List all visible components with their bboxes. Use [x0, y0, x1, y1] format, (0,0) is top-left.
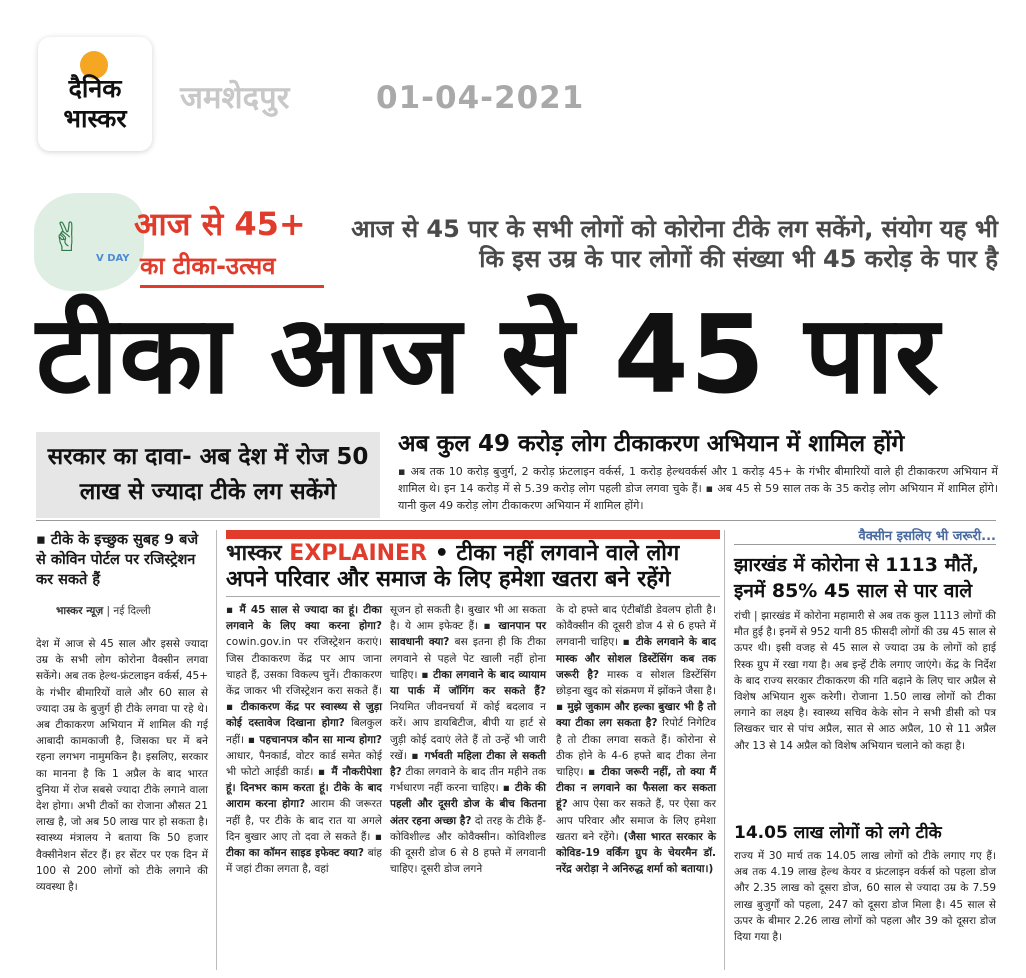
right-story-body: रांची | झारखंड में कोरोना महामारी से अब तक कुल 1113 लोगों की मौत हुई है। इनमें से 952 यानी 85 फीसदी लोगों की उम्र 45 साल से ऊपर थी। इसी वजह से 45 साल से ज्यादा उम्र के लोगों को हाई रिस्क ग्रुप में रखा गया है। अब इन्हें टीके लगाए जाएंगे। केंद्र के निर्देश के बाद राज्य सरकार टीकाकरण की गति बढ़ाने के लिए चार अप्रैल से विशेष अभियान शुरू करेगी। रोजाना 1.50 लाख लोगों को टीका लगाने का लक्ष्य है। स्वास्थ्य सचिव केके सोन ने सभी डीसी को पत्र लिखकर चार से पांच अप्रैल, सात से आठ अप्रैल, 10 से 11 अप्रैल और 13 से 14 अप्रैल को विशेष अभियान चलाने को कहा है।: [734, 610, 997, 752]
claim-box: [36, 432, 380, 518]
explainer-answer: बांह में जहां टीका लगता है, वहां: [226, 847, 382, 876]
explainer-column-3: [556, 602, 716, 877]
explainer-title-line1: [226, 540, 736, 568]
explainer-question: ▪ गर्भवती महिला टीका ले सकती है?: [390, 749, 547, 779]
column-divider: [216, 530, 217, 970]
explainer-brand: भास्कर: [226, 541, 282, 566]
explainer-answer: टीका लगवाने के बाद तीन महीने तक गर्भधारण नहीं करना चाहिए।: [390, 766, 546, 795]
explainer-column-1: [226, 602, 382, 877]
explainer-answer: मास्क व सोशल डिस्टेंसिंग छोड़ना खुद को संक्रमण में झोंकने जैसा है।: [556, 668, 716, 698]
explainer-question: ▪ मुझे जुकाम और हल्का बुखार भी है तो क्या टीका लग सकता है?: [556, 701, 716, 730]
logo-text-line2: भास्कर: [63, 104, 127, 133]
main-headline: टीका आज से 45 पार: [36, 293, 941, 418]
explainer-question: ▪ टीकाकरण केंद्र पर स्वास्थ्य से जुड़ा कोई दस्तावेज दिखाना होगा?: [226, 701, 382, 730]
explainer-answer: के दो हफ्ते बाद एंटीबॉडी डेवलप होती है। कोवैक्सीन की दूसरी डोज 4 से 6 हफ्ते में लगवानी चाहिए।: [556, 604, 716, 649]
section-label: वैक्सीन इसलिए भी जरूरी...: [858, 529, 996, 544]
right-story-headline: झारखंड में कोरोना से 1113 मौतें, इनमें 85% 45 साल से पार वाले: [734, 554, 979, 602]
explainer-answer: बिलकुल नहीं।: [226, 717, 382, 746]
explainer-title-text: • टीका नहीं लगवाने वाले लोग: [434, 541, 680, 566]
tika-utsav-badge: [34, 193, 326, 291]
explainer-question: ▪ मैं नौकरीपेशा हूं। दिनभर काम करता हूं। टीके के बाद आराम करना होगा?: [226, 766, 383, 811]
explainer-answer: सूजन हो सकती है। बुखार भी आ सकता है। ये आम इफेक्ट हैं।: [390, 604, 546, 633]
edition-city: जमशेदपुर: [180, 80, 290, 116]
promo-underline: [140, 285, 324, 288]
top-deck: आज से 45 पार के सभी लोगों को कोरोना टीके लग सकेंगे, संयोग यह भी कि इस उम्र के पार लोगों की संख्या भी 45 करोड़ के पार है: [351, 215, 998, 273]
vday-label: V DAY: [96, 253, 130, 264]
logo-text-line1: दैनिक: [68, 74, 122, 103]
byline: भास्कर न्यूज़ | नई दिल्ली: [56, 605, 151, 617]
explainer-answer: बस इतना ही कि टीका लगवाने से पहले पेट खाली नहीं होना चाहिए।: [390, 636, 546, 681]
divider: [226, 596, 720, 597]
explainer-column-2: [390, 602, 546, 877]
promo-line1: आज से 45+: [134, 205, 306, 243]
promo-line2: का टीका-उत्सव: [140, 252, 276, 280]
column-divider: [724, 530, 725, 970]
right-story-subhead: 14.05 लाख लोगों को लगे टीके: [734, 823, 942, 843]
byline-source: भास्कर न्यूज़: [56, 605, 104, 617]
sub-headline: अब कुल 49 करोड़ लोग टीकाकरण अभियान में शामिल होंगे: [398, 431, 905, 457]
explainer-question: (जैसा भारत सरकार के कोविड-19 वर्किंग ग्रुप के चेयरमैन डॉ. नरेंद्र अरोड़ा ने अनिरुद्ध शर्मा को बताया।): [556, 830, 716, 876]
edition-date: 01-04-2021: [376, 80, 585, 116]
explainer-bar: [226, 530, 720, 539]
explainer-question: ▪ टीका लगवाने के बाद व्यायाम या पार्क में जॉगिंग कर सकते हैं?: [390, 668, 546, 698]
divider: [734, 544, 996, 545]
explainer-question: ▪ टीके लगवाने के बाद मास्क और सोशल डिस्टेंसिंग कब तक जरूरी है?: [556, 636, 716, 681]
explainer-question: ▪ टीके की पहली और दूसरी डोज के बीच कितना अंतर रहना अच्छा है?: [390, 782, 546, 827]
left-story-body: देश में आज से 45 साल और इससे ज्यादा उम्र के सभी लोग कोरोना वैक्सीन लगवा सकेंगे। अब तक हेल्थ-फ्रंटलाइन वर्कर्स, 45+ के गंभीर बीमारियों वाले और 60 साल से ज्यादा उम्र के बुजुर्ग ही टीके लगवा पा रहे थे। अब टीकाकरण अभियान में शामिल की गई आबादी कामकाजी है, जिसका घर में बने रहना लगभग नामुमकिन है। इसलिए, सरकार का मानना है कि 1 अप्रैल के बाद भारत दुनिया में रोज सबसे ज्यादा टीके लगाने वाला देश होगा। अभी टीकों का रोजाना औसत 21 लाख है, जो अब 50 लाख पार हो सकता है। स्वास्थ्य मंत्रालय ने बताया कि 50 हजार वैक्सीनेशन सेंटर हैं। हर सेंटर पर एक दिन में 100 से 200 लोगों को टीके लगाने की व्यवस्था है।: [36, 638, 208, 894]
explainer-question: ▪ मैं 45 साल से ज्यादा का हूं। टीका लगवाने के लिए क्या करना होगा?: [226, 604, 382, 633]
explainer-answer: आधार, पैनकार्ड, वोटर कार्ड समेत कोई भी फोटो आईडी कार्ड।: [226, 749, 382, 779]
app-logo[interactable]: [38, 37, 152, 151]
left-story-headline: ▪ टीके के इच्छुक सुबह 9 बजे से कोविन पोर्टल पर रजिस्ट्रेशन कर सकते हैं: [36, 532, 199, 588]
vaccine-syringe-icon: ✌: [50, 215, 84, 261]
divider: [36, 520, 996, 521]
explainer-question: ▪ पहचानपत्र कौन सा मान्य होगा?: [247, 733, 383, 746]
sub-body: ▪ अब तक 10 करोड़ बुजुर्ग, 2 करोड़ फ्रंटलाइन वर्कर्स, 1 करोड़ हेल्थवर्कर्स और 1 करोड़ 45+ के गंभीर बीमारियों वाले ही टीकाकरण अभियान में शामिल थे। इन 14 करोड़ में से 5.39 करोड़ लोग पहली डोज लगवा चुके हैं। ▪ अब 45 से 59 साल तक के 35 करोड़ लोग अभियान में शामिल होंगे। यानी कुल 49 करोड़ लोग टीकाकरण अभियान में शामिल होंगे।: [398, 465, 998, 512]
explainer-question: ▪ टीका जरूरी नहीं, तो क्या मैं टीका न लगवाने का फैसला कर सकता हूं?: [556, 766, 716, 811]
explainer-answer: cowin.gov.in पर रजिस्ट्रेशन कराएं। जिस टीकाकरण केंद्र पर आप जाना चाहते हैं, उसका विकल्प चुनें। टीकाकरण केंद्र जाकर भी रजिस्ट्रेशन करा सकते हैं।: [226, 636, 382, 698]
explainer-brand-en: EXPLAINER: [289, 541, 428, 566]
right-story-body2: राज्य में 30 मार्च तक 14.05 लाख लोगों को टीके लगाए गए हैं। अब तक 4.19 लाख हेल्थ केयर व फ्रंटलाइन वर्कर्स को पहला डोज और 2.35 लाख को दूसरा डोज, 60 साल से ज्यादा उम्र के 7.59 लाख बुजुर्गों को पहला, 247 को दूसरा डोज मिला है। 45 साल से ऊपर के बीमार 2.26 लाख लोगों को पहला और 39 को दूसरा डोज दिया गया है।: [734, 850, 996, 944]
byline-place: नई दिल्ली: [113, 605, 151, 617]
explainer-answer: दो तरह के टीके हैं- कोविशील्ड और कोवैक्सीन। कोविशील्ड की दूसरी डोज 6 से 8 हफ्ते में लगवानी चाहिए। दूसरी डोज लगने: [390, 814, 546, 876]
explainer-title-line2: अपने परिवार और समाज के लिए हमेशा खतरा बने रहेंगे: [226, 567, 671, 592]
explainer-answer: नियमित जीवनचर्या में कोई बदलाव न करें। आप डायबिटीज, बीपी या हार्ट से जुड़ी कोई दवाएं लेते हैं तो उन्हें भी जारी रखें।: [390, 701, 546, 762]
explainer-answer: आराम की जरूरत नहीं है, पर टीके के बाद रात या अगले दिन बुखार आए तो दवा ले सकते हैं।: [226, 798, 383, 843]
explainer-question: ▪ टीका का कॉमन साइड इफेक्ट क्या?: [226, 830, 382, 860]
explainer-question: ▪ खानपान पर सावधानी क्या?: [390, 620, 546, 649]
explainer-answer: आप ऐसा कर सकते हैं, पर ऐसा कर आप परिवार और समाज के लिए हमेशा खतरा बने रहेंगे।: [556, 798, 716, 843]
claim-text: सरकार का दावा- अब देश में रोज 50 लाख से ज्यादा टीके लग सकेंगे: [47, 444, 369, 505]
explainer-answer: रिपोर्ट निगेटिव है तो टीका लगवा सकते हैं। कोरोना से ठीक होने के 4-6 हफ्ते बाद टीका लेना चाहिए।: [556, 717, 716, 779]
